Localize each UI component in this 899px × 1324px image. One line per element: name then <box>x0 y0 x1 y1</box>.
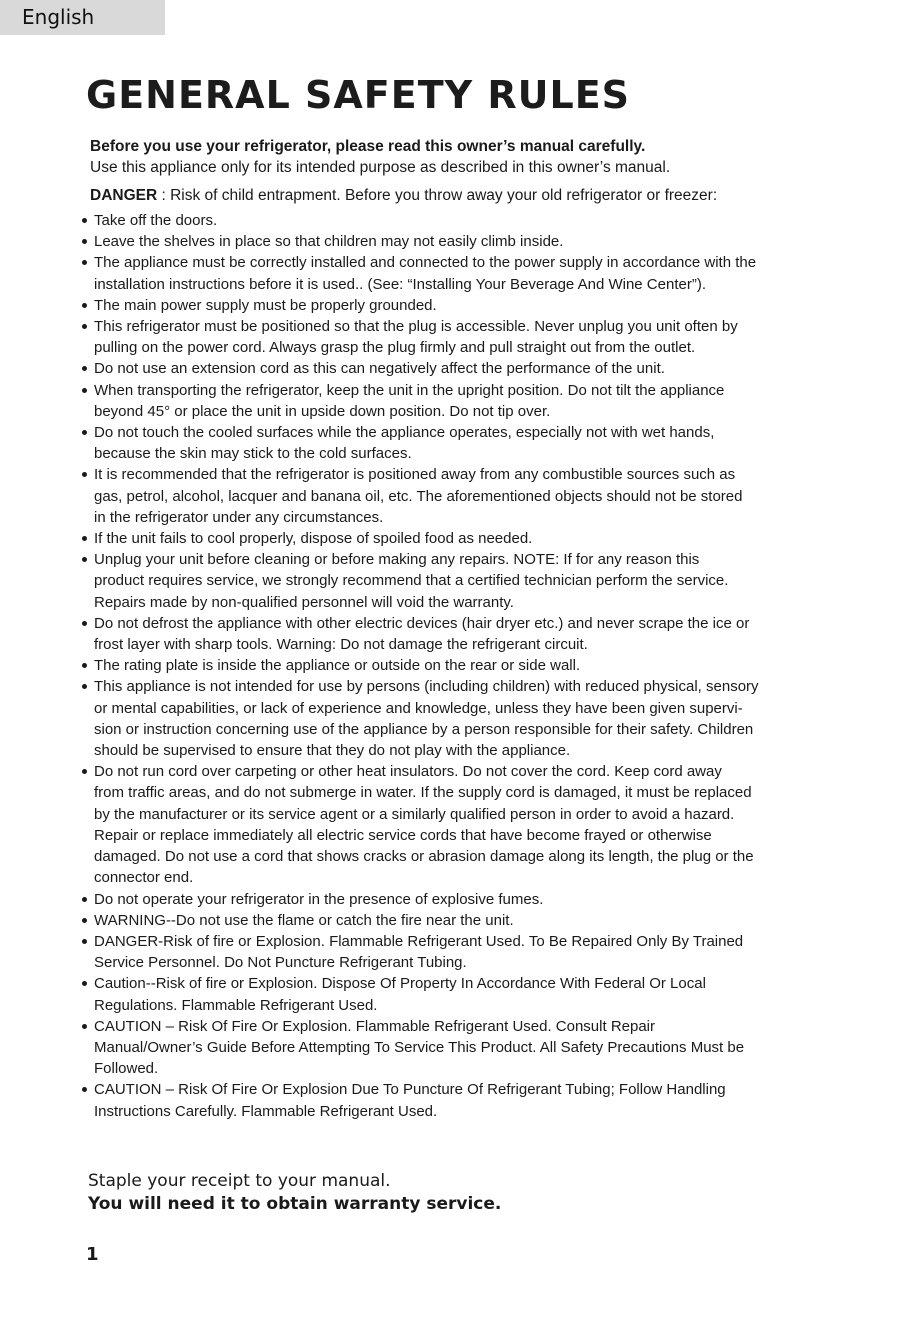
safety-rule-line: Leave the shelves in place so that children may not easily climb inside. <box>94 233 564 251</box>
safety-rule-line: WARNING--Do not use the flame or catch the fire near the unit. <box>94 911 514 929</box>
safety-rule-line: Manual/Owner’s Guide Before Attempting To Service This Product. All Safety Precautions Must be <box>94 1038 745 1056</box>
safety-rule-item <box>82 295 842 316</box>
safety-rule-item <box>82 252 842 294</box>
safety-rule-item <box>82 655 842 676</box>
safety-rule-line: Caution--Risk of fire or Explosion. Dispose Of Property In Accordance With Federal Or Local <box>94 975 706 993</box>
safety-rule-item <box>82 676 842 761</box>
safety-rule-line: Unplug your unit before cleaning or before making any repairs. NOTE: If for any reason this <box>94 551 700 569</box>
safety-rule-line: If the unit fails to cool properly, dispose of spoiled food as needed. <box>94 530 533 548</box>
safety-rule-line: gas, petrol, alcohol, lacquer and banana oil, etc. The aforementioned objects should not be stored <box>94 487 743 505</box>
safety-rule-line: pulling on the power cord. Always grasp the plug firmly and pull straight out from the outlet. <box>94 339 696 357</box>
safety-rule-line: This refrigerator must be positioned so that the plug is accessible. Never unplug you unit often by <box>94 318 738 336</box>
safety-rule-line: by the manufacturer or its service agent or a similarly qualified person in order to avoid a hazard. <box>94 805 735 823</box>
safety-rule-line: Do not touch the cooled surfaces while the appliance operates, especially not with wet hands, <box>94 424 715 442</box>
safety-rule-item <box>82 1016 842 1080</box>
safety-rule-line: damaged. Do not use a cord that shows cracks or abrasion damage along its length, the plug or the <box>94 848 754 866</box>
safety-rule-line: DANGER-Risk of fire or Explosion. Flammable Refrigerant Used. To Be Repaired Only By Trained <box>94 932 744 950</box>
safety-rule-item <box>82 210 842 231</box>
safety-content <box>90 136 850 1122</box>
safety-rule-line: Repair or replace immediately all electric service cords that have become frayed or otherwise <box>94 826 712 844</box>
safety-rule-line: connector end. <box>94 869 194 887</box>
safety-rule-line: It is recommended that the refrigerator is positioned away from any combustible sources such as <box>94 466 736 484</box>
safety-rule-line: The appliance must be correctly installed and connected to the power supply in accordance with the <box>94 254 757 272</box>
safety-rule-line: Repairs made by non-qualified personnel will void the warranty. <box>94 593 514 611</box>
safety-rule-line: The main power supply must be properly grounded. <box>94 296 437 314</box>
staple-receipt-note: Staple your receipt to your manual. <box>88 1171 391 1191</box>
safety-rule-line: from traffic areas, and do not submerge in water. If the supply cord is damaged, it must be replaced <box>94 784 752 802</box>
safety-rule-line: sion or instruction concerning use of the appliance by a person responsible for their safety. Children <box>94 720 754 738</box>
safety-rule-line: When transporting the refrigerator, keep the unit in the upright position. Do not tilt the appliance <box>94 381 725 399</box>
safety-rule-line: CAUTION – Risk Of Fire Or Explosion. Flammable Refrigerant Used. Consult Repair <box>94 1017 656 1035</box>
safety-rule-line: CAUTION – Risk Of Fire Or Explosion Due To Puncture Of Refrigerant Tubing; Follow Handling <box>94 1081 726 1099</box>
safety-rule-item <box>82 889 842 910</box>
safety-rule-item <box>82 549 842 613</box>
safety-rule-item <box>82 422 842 464</box>
safety-rule-item <box>82 358 842 379</box>
safety-rule-item <box>82 316 842 358</box>
safety-rule-item <box>82 464 842 528</box>
safety-rule-line: Do not operate your refrigerator in the presence of explosive fumes. <box>94 890 544 908</box>
safety-rule-item <box>82 380 842 422</box>
safety-rule-line: Take off the doors. <box>94 212 218 229</box>
safety-rule-item <box>82 761 842 888</box>
safety-rule-line: installation instructions before it is used.. (See: “Installing Your Beverage And Wine Center”). <box>94 275 706 293</box>
safety-rule-item <box>82 1079 842 1121</box>
safety-rule-line: beyond 45° or place the unit in upside down position. Do not tip over. <box>94 402 551 420</box>
safety-rule-line: Instructions Carefully. Flammable Refrigerant Used. <box>94 1102 438 1120</box>
safety-rule-item <box>82 231 842 252</box>
safety-rule-line: Do not run cord over carpeting or other heat insulators. Do not cover the cord. Keep cord away <box>94 763 722 781</box>
safety-rule-line: This appliance is not intended for use by persons (including children) with reduced physical, sensory <box>94 678 759 696</box>
safety-rule-line: The rating plate is inside the appliance or outside on the rear or side wall. <box>94 657 581 675</box>
page-title: GENERAL SAFETY RULES <box>86 73 631 117</box>
safety-rule-line: Do not use an extension cord as this can negatively affect the performance of the unit. <box>94 360 665 378</box>
language-tab: English <box>0 0 165 35</box>
safety-rule-line: Regulations. Flammable Refrigerant Used. <box>94 996 378 1014</box>
danger-notice <box>90 185 850 206</box>
danger-text: : Risk of child entrapment. Before you throw away your old refrigerator or freezer: <box>157 187 718 204</box>
safety-rule-line: or mental capabilities, or lack of experience and knowledge, unless they have been given supervi- <box>94 699 743 717</box>
safety-rule-item <box>82 528 842 549</box>
read-manual-notice: Before you use your refrigerator, please read this owner’s manual carefully. <box>90 138 646 155</box>
safety-rule-item <box>82 973 842 1015</box>
warranty-note: You will need it to obtain warranty service. <box>88 1194 502 1214</box>
safety-rule-line: Followed. <box>94 1060 159 1078</box>
safety-rule-item <box>82 910 842 931</box>
safety-rule-line: because the skin may stick to the cold surfaces. <box>94 445 412 463</box>
safety-rule-item <box>82 613 842 655</box>
safety-rules-list <box>82 210 842 1122</box>
safety-rule-line: product requires service, we strongly recommend that a certified technician perform the service. <box>94 572 729 590</box>
safety-rule-line: frost layer with sharp tools. Warning: Do not damage the refrigerant circuit. <box>94 636 588 654</box>
safety-rule-item <box>82 931 842 973</box>
page-number: 1 <box>86 1244 99 1265</box>
danger-label: DANGER <box>90 187 158 204</box>
intended-use-notice: Use this appliance only for its intended purpose as described in this owner’s manual. <box>90 159 671 176</box>
safety-rule-line: in the refrigerator under any circumstances. <box>94 508 384 526</box>
safety-rule-line: Service Personnel. Do Not Puncture Refrigerant Tubing. <box>94 954 467 972</box>
safety-rule-line: Do not defrost the appliance with other electric devices (hair dryer etc.) and never scrape the ice or <box>94 614 750 632</box>
safety-rule-line: should be supervised to ensure that they do not play with the appliance. <box>94 742 571 760</box>
